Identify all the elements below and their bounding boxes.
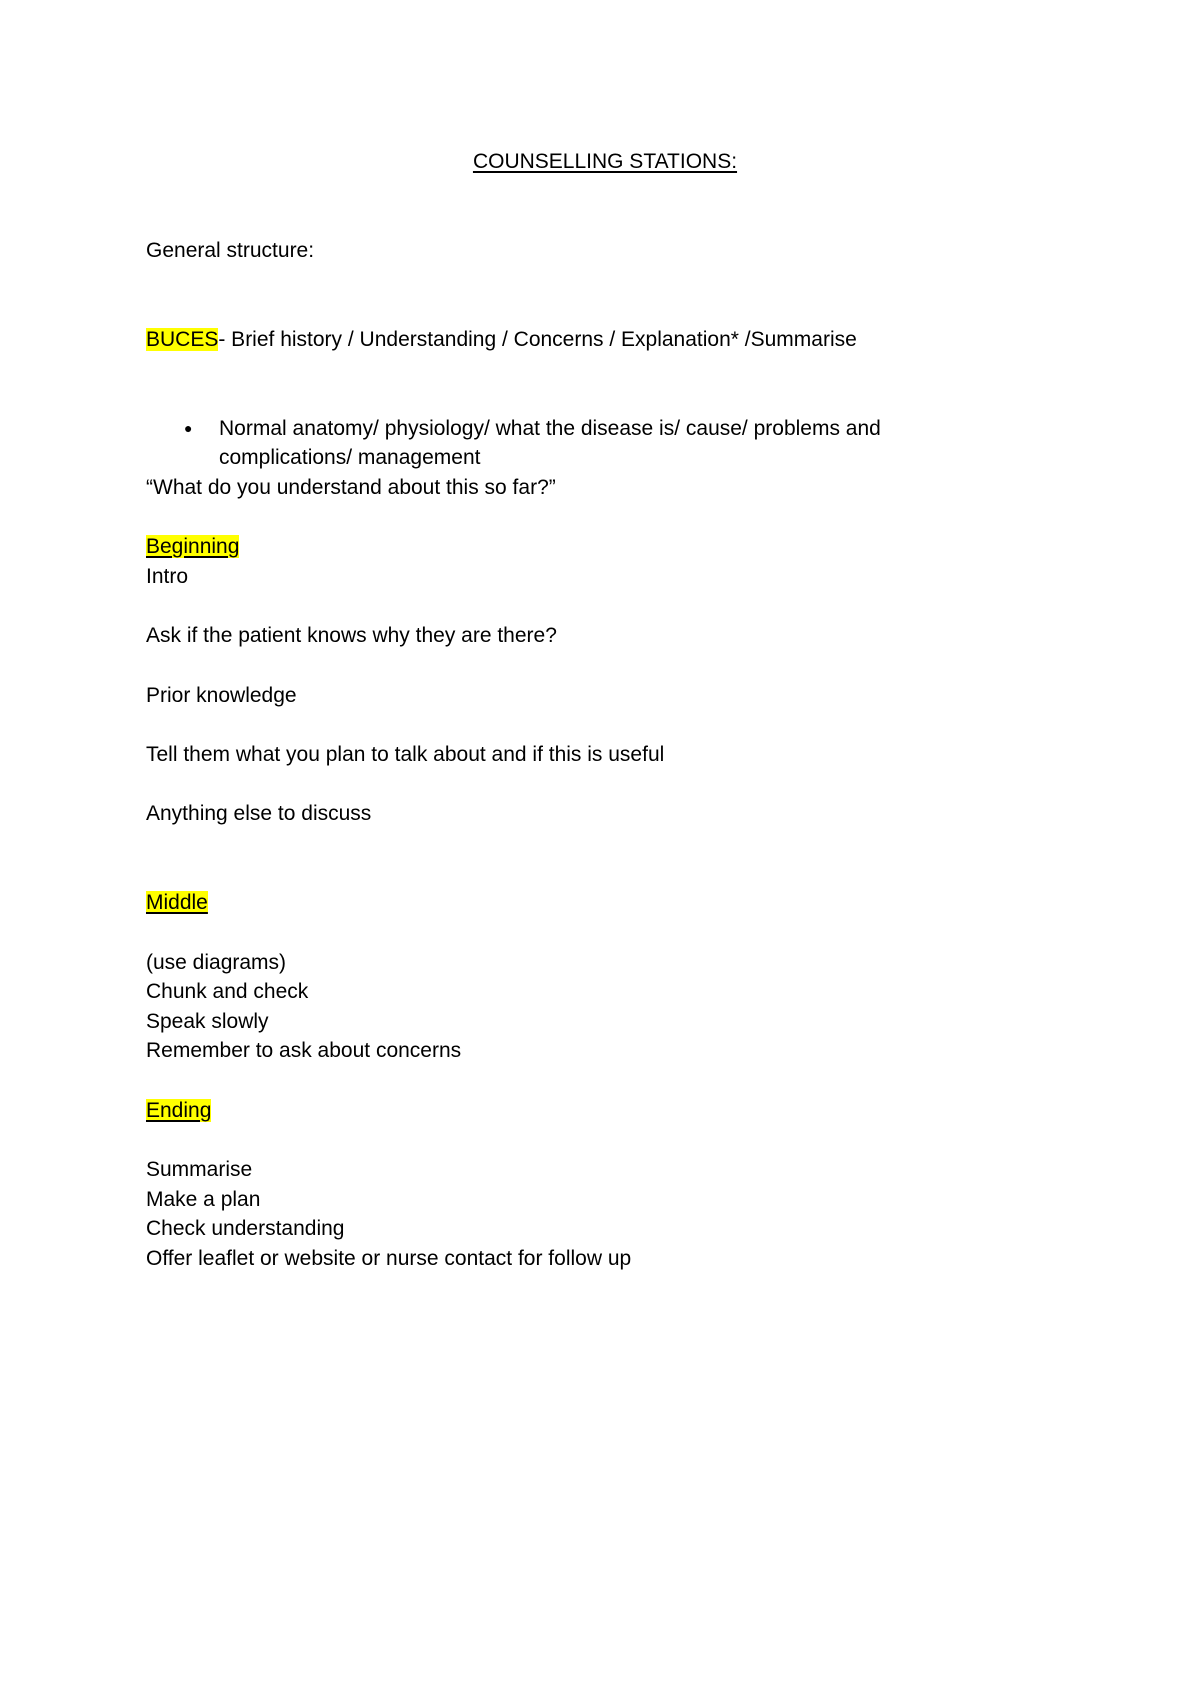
ending-item: Offer leaflet or website or nurse contact for follow up	[146, 1247, 632, 1270]
bullet-text-line1: Normal anatomy/ physiology/ what the disease is/ cause/ problems and	[219, 417, 881, 440]
beginning-item: Tell them what you plan to talk about and if this is useful	[146, 743, 665, 766]
section-heading-beginning	[146, 532, 239, 561]
section-heading-ending	[146, 1096, 211, 1125]
ending-item: Summarise	[146, 1158, 253, 1181]
beginning-item: Anything else to discuss	[146, 802, 372, 825]
buces-acronym: BUCES	[146, 328, 219, 351]
middle-item: Remember to ask about concerns	[146, 1039, 462, 1062]
ending-item: Make a plan	[146, 1188, 261, 1211]
ending-heading-text: Ending	[146, 1099, 212, 1122]
understanding-quote: “What do you understand about this so far?”	[146, 476, 556, 499]
buces-line	[146, 325, 857, 354]
beginning-item: Intro	[146, 565, 189, 588]
middle-heading-text: Middle	[146, 891, 208, 914]
buces-text: - Brief history / Understanding / Concerns / Explanation* /Summarise	[218, 328, 857, 351]
document-title: COUNSELLING STATIONS:	[472, 150, 738, 173]
beginning-item: Prior knowledge	[146, 684, 297, 707]
beginning-heading-text: Beginning	[146, 535, 240, 558]
bullet-text-line2: complications/ management	[219, 446, 481, 469]
ending-item: Check understanding	[146, 1217, 345, 1240]
section-heading-middle	[146, 888, 208, 917]
middle-item: Chunk and check	[146, 980, 309, 1003]
general-structure-label: General structure:	[146, 239, 315, 262]
bullet-dot-icon: ●	[184, 420, 193, 436]
middle-item: Speak slowly	[146, 1010, 269, 1033]
beginning-item: Ask if the patient knows why they are there?	[146, 624, 557, 647]
middle-item: (use diagrams)	[146, 951, 287, 974]
